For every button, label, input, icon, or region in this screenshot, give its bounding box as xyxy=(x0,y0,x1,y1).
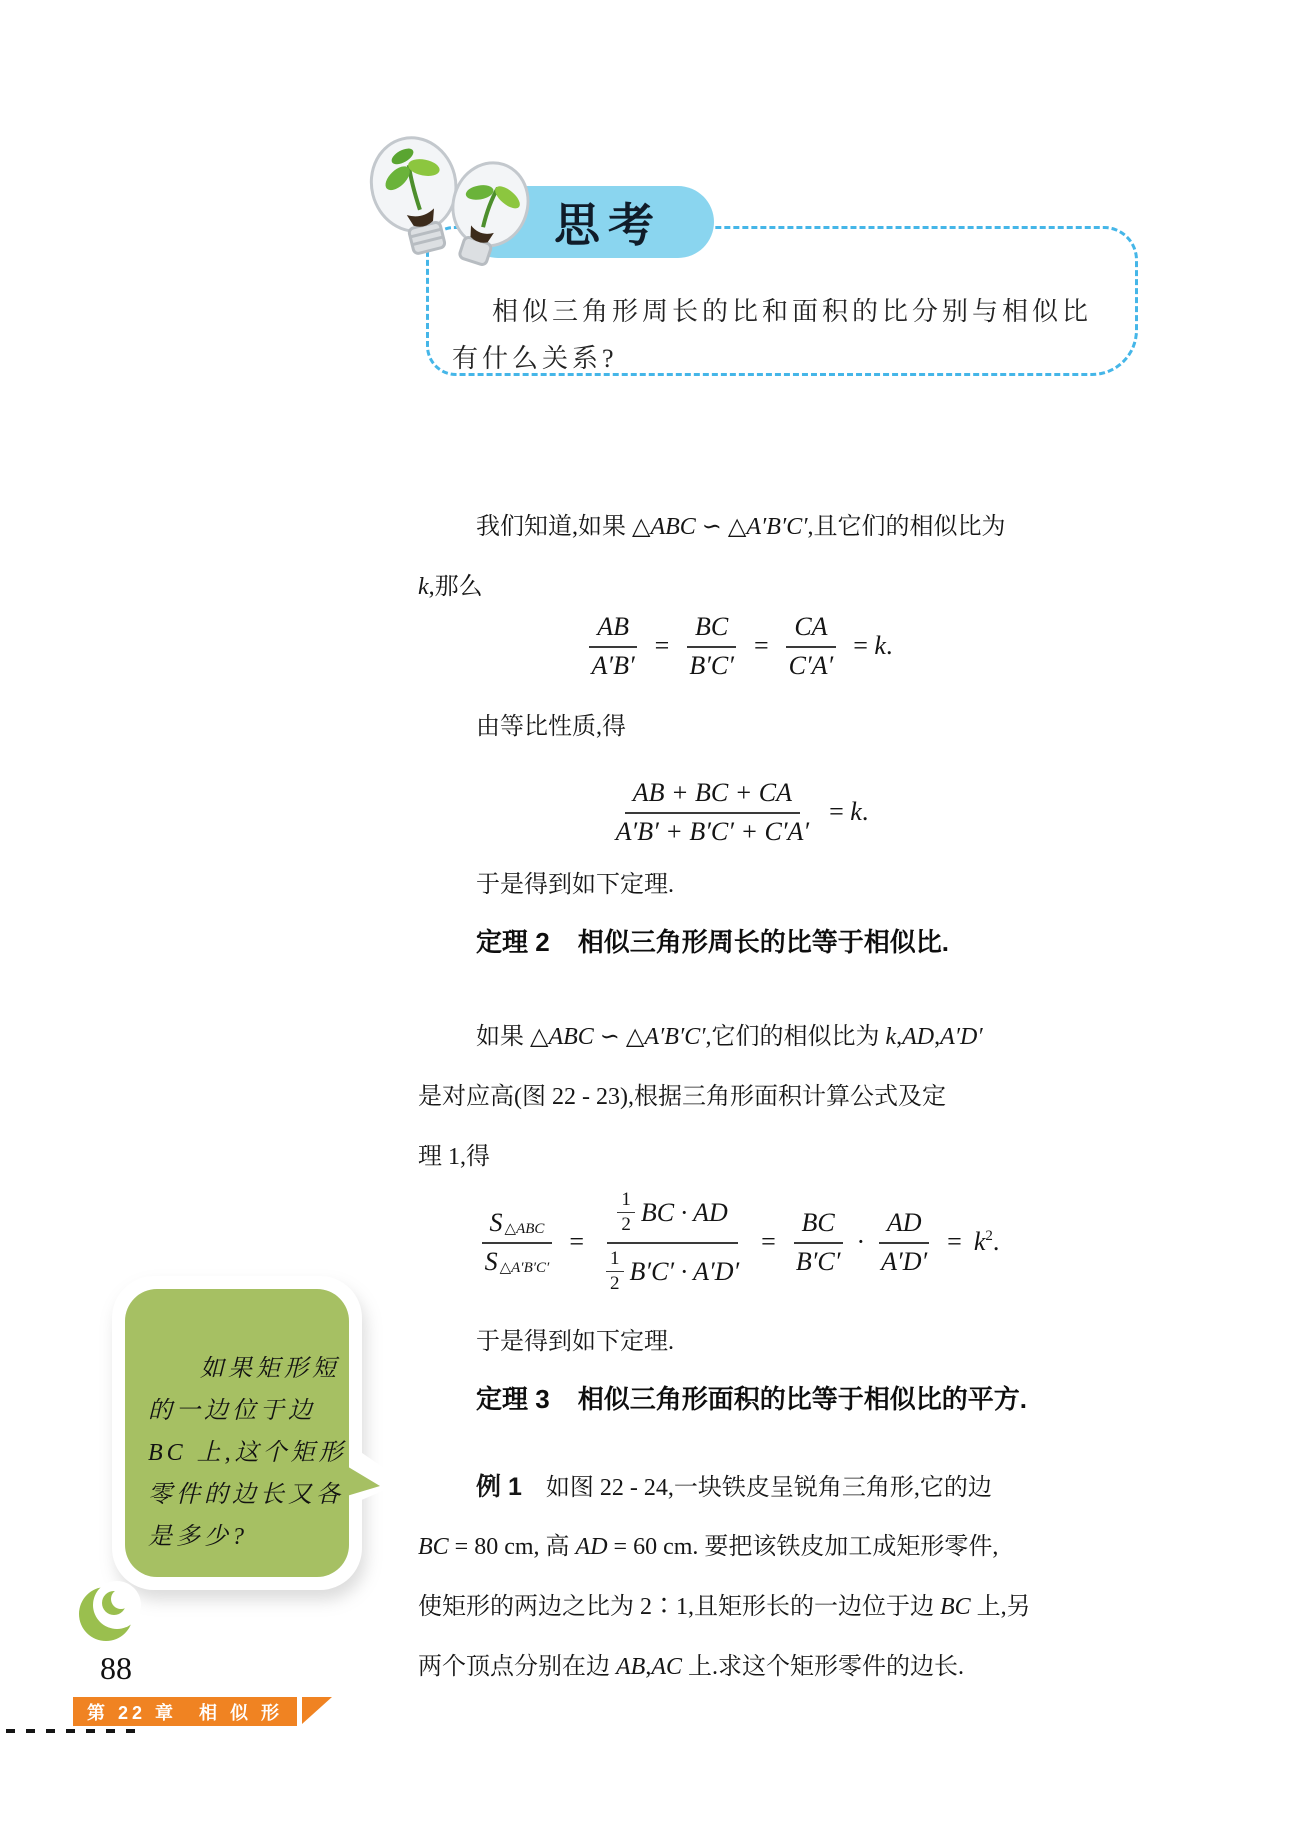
example-1-label: 例 1 xyxy=(476,1473,522,1501)
margin-note-text xyxy=(148,1348,347,1558)
theorem-2 xyxy=(476,925,949,959)
formula-ratio-of-sides: $\frac{AB}{A'B'}$ = $\frac{BC}{B'C'}$ = $\frac{CA}{C'A'}$ = k. xyxy=(418,600,1058,692)
think-question-line-2: 有什么关系? xyxy=(452,344,618,373)
bubble-line: 如果矩形短 xyxy=(200,1356,340,1382)
paragraph-2-line-2: 是对应高(图 22 - 23),根据三角形面积计算公式及定 xyxy=(418,1084,946,1110)
theorem-2-label: 定理 2 xyxy=(476,927,550,957)
example-1-line-1: 例 1 如图 22 - 24,一块铁皮呈锐角三角形,它的边 xyxy=(476,1473,992,1501)
chapter-footer-flag xyxy=(302,1697,332,1724)
page-number: 88 xyxy=(100,1650,132,1686)
paragraph-2-line-1: 如果 △ABC ∽ △A′B′C′,它们的相似比为 k,AD,A′D′ xyxy=(476,1024,983,1050)
crescent-moon-icon xyxy=(74,1576,148,1650)
chapter-footer-bar xyxy=(73,1697,297,1726)
chapter-footer-text: 第 22 章 相 似 形 xyxy=(86,1702,284,1723)
bubble-line: 零件的边长又各 xyxy=(148,1482,344,1508)
lightbulb-sprout-icon xyxy=(348,112,548,304)
formula-area-ratio: S △ABC S △A′B′C′ = 1 2 BC · AD 1 2 B′C′ · A′D′ = $\frac{BC}{B'C'}$ · $\frac{AD}{A'D'}$ = $k^2$. xyxy=(418,1175,1058,1309)
paragraph-1-line-1: 我们知道,如果 △ABC ∽ △A′B′C′,且它们的相似比为 xyxy=(476,514,1006,540)
think-question-line-1: 相似三角形周长的比和面积的比分别与相似比 xyxy=(492,297,1093,326)
theorem-3 xyxy=(476,1382,1027,1416)
think-box-title: 思考 xyxy=(554,199,662,251)
formula-perimeter-ratio: $\frac{AB + BC + CA}{A'B' + B'C' + C'A'}$ = k. xyxy=(615,778,869,846)
lead-equal-ratio-property: 由等比性质,得 xyxy=(476,714,626,740)
bubble-line: BC 上,这个矩形 xyxy=(148,1440,347,1466)
bubble-line: 的一边位于边 xyxy=(148,1398,316,1424)
lead-theorem-follows-1: 于是得到如下定理. xyxy=(476,872,674,898)
paragraph-1-line-2: k,那么 xyxy=(418,574,483,600)
paragraph-2-line-3: 理 1,得 xyxy=(418,1144,490,1170)
bubble-line: 是多少? xyxy=(148,1524,248,1550)
bottom-dashed-rule xyxy=(6,1729,146,1733)
bubble-tail xyxy=(340,1462,380,1498)
theorem-3-label: 定理 3 xyxy=(476,1384,550,1414)
example-1-line-2: BC = 80 cm, 高 AD = 60 cm. 要把该铁皮加工成矩形零件, xyxy=(418,1534,999,1560)
lead-theorem-follows-2: 于是得到如下定理. xyxy=(476,1329,674,1355)
theorem-3-text: 相似三角形面积的比等于相似比的平方. xyxy=(577,1384,1027,1414)
theorem-2-text: 相似三角形周长的比等于相似比. xyxy=(577,927,949,957)
example-1-line-3: 使矩形的两边之比为 2∶1,且矩形长的一边位于边 BC 上,另 xyxy=(418,1594,1031,1620)
example-1-line-4: 两个顶点分别在边 AB,AC 上.求这个矩形零件的边长. xyxy=(418,1654,964,1680)
